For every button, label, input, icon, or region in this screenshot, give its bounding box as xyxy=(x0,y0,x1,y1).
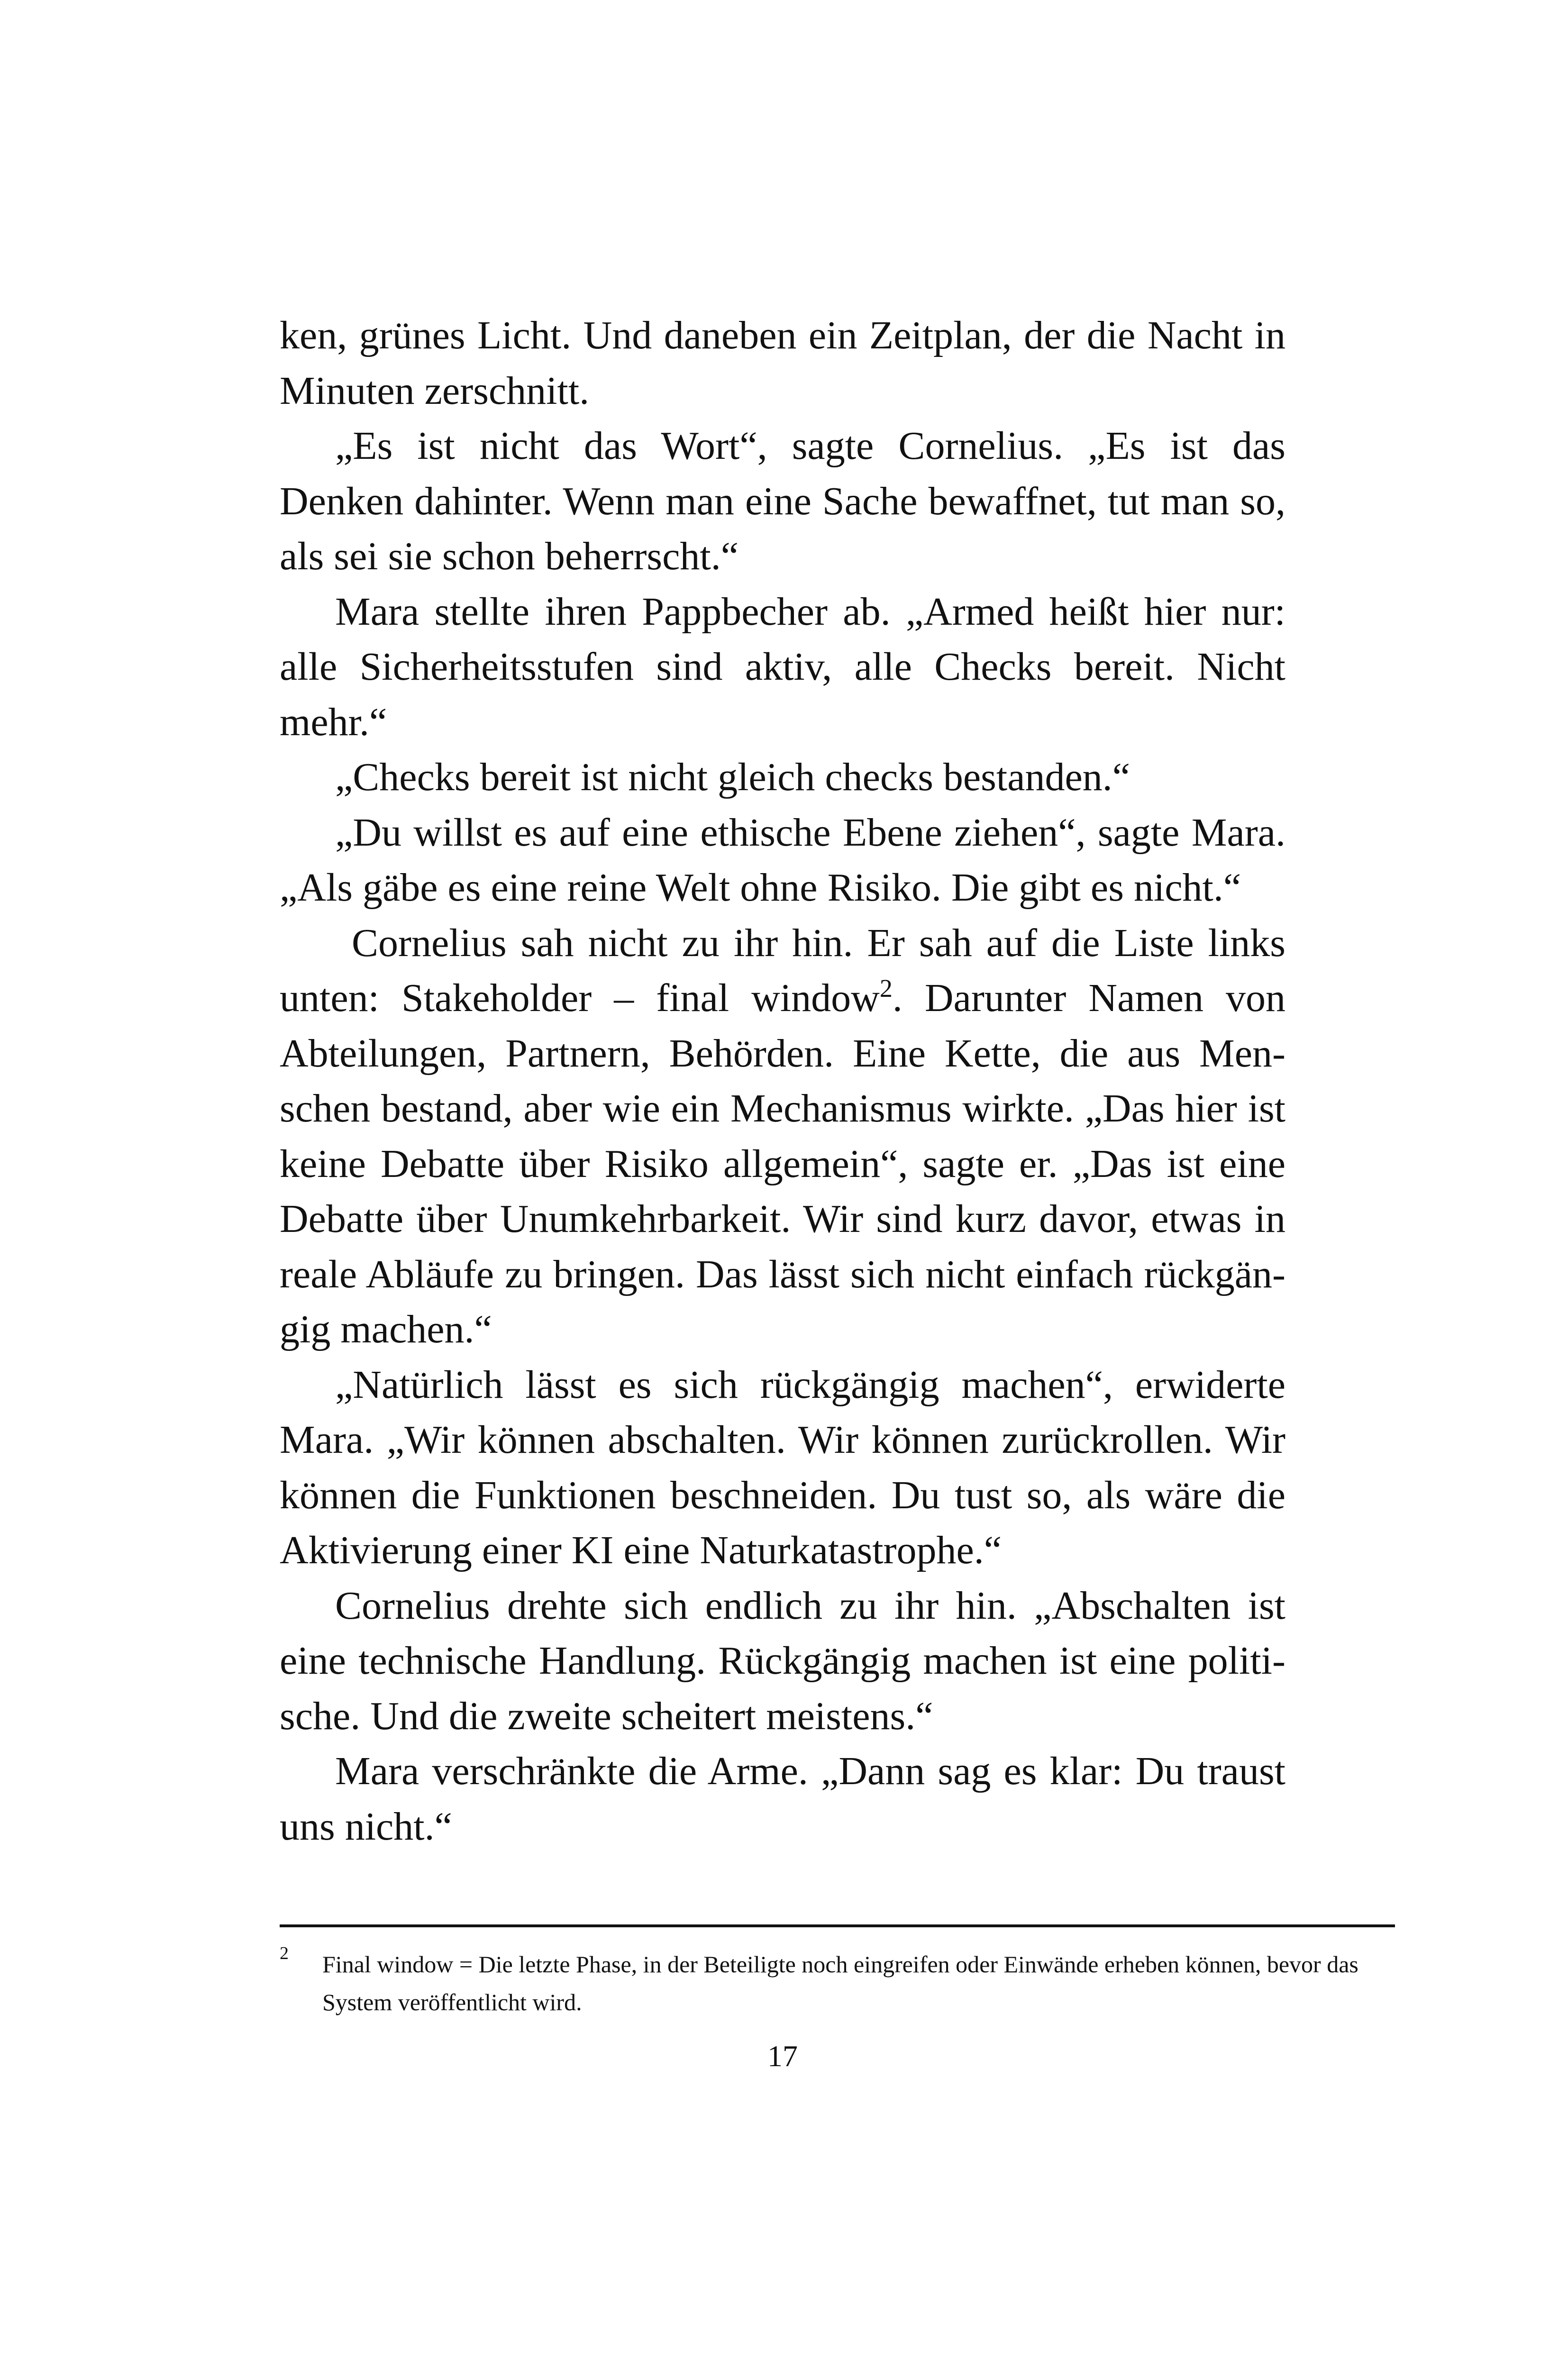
paragraph: Mara stellte ihren Pappbecher ab. „Armed heißt hier nur: alle Sicherheitsstufen sind aktiv, alle Checks bereit. Nicht mehr.“ xyxy=(280,589,1285,744)
paragraph: „Es ist nicht das Wort“, sagte Cornelius. „Es ist das Denken dahinter. Wenn man eine Sache bewaffnet, tut man so, als sei sie schon beherrscht.“ xyxy=(280,424,1285,578)
paragraph: „Natürlich lässt es sich rückgängig machen“, erwiderte Mara. „Wir können abschalten. Wir können zurückrollen. Wir können die Funktionen beschneiden. Du tust so, als wäre die Aktivierung einer KI eine Naturkatastrophe.“ xyxy=(280,1362,1285,1572)
footnote-marker: 2 xyxy=(280,1943,289,1963)
paragraph: „Checks bereit ist nicht gleich checks bestanden.“ xyxy=(335,755,1130,799)
footnote-text: Final window = Die letzte Phase, in der Beteiligte noch eingreifen oder Einwände erheben können, bevor das System veröffentlicht wird. xyxy=(322,1951,1358,2015)
footnote-reference: 2 xyxy=(879,974,893,1003)
page-number: 17 xyxy=(767,2039,798,2073)
paragraph xyxy=(280,916,1285,1358)
punctuation: . xyxy=(892,976,903,1020)
paragraph: ken, grünes Licht. Und daneben ein Zeitplan, der die Nacht in Minuten zerschnitt. xyxy=(280,313,1285,413)
paragraph: Cornelius drehte sich endlich zu ihr hin. „Abschalten ist eine technische Handlung. Rückgängig machen ist eine politische. Und die zweite scheitert meistens.“ xyxy=(280,1583,1285,1738)
paragraph-text: Darunter Namen von Abteilungen, Partnern, Behörden. Eine Kette, die aus Menschen bestand, aber wie ein Mechanismus wirkte. „Das hier ist keine Debatte über Risiko allgemein“, sagte er. „Das ist eine Debatte über Unumkehrbarkeit. Wir sind kurz davor, etwas in reale Abläufe zu bringen. Das lässt sich nicht einfach rückgängig machen.“ xyxy=(280,976,1286,1351)
paragraph: Mara verschränkte die Arme. „Dann sag es klar: Du traust uns nicht.“ xyxy=(280,1749,1285,1849)
footnote-divider xyxy=(280,1924,1395,1927)
footnote xyxy=(280,1945,1395,2021)
body-text xyxy=(280,308,1285,1854)
paragraph-text: Cornelius sah nicht zu ihr hin. Er sah auf die Liste links unten: Stakeholder – final window xyxy=(280,921,1285,1020)
paragraph: „Du willst es auf eine ethische Ebene ziehen“, sagte Mara. „Als gäbe es eine reine Welt ohne Risiko. Die gibt es nicht.“ xyxy=(280,810,1285,910)
